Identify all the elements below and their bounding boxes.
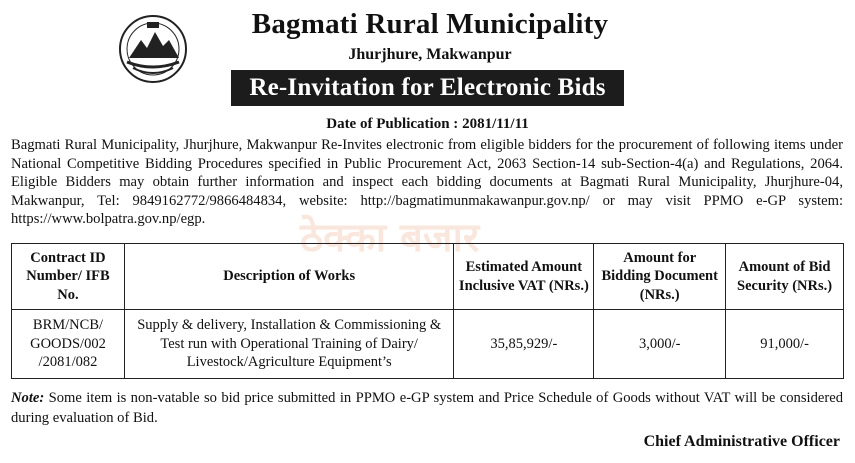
cell-bid-security: 91,000/- [726, 310, 844, 379]
org-name: Bagmati Rural Municipality [251, 8, 609, 40]
header-description: Description of Works [124, 244, 454, 310]
publication-label: Date of Publication : [326, 116, 463, 132]
cell-document-fee: 3,000/- [594, 310, 726, 379]
signoff: Chief Administrative Officer [643, 433, 840, 450]
notice-title: Re-Invitation for Electronic Bids [231, 70, 624, 106]
bid-table [11, 243, 844, 379]
header-contract-id: Contract ID Number/ IFB No. [12, 244, 125, 310]
header-estimated-amount: Estimated Amount Inclusive VAT (NRs.) [454, 244, 594, 310]
table-row [12, 310, 844, 379]
note-label: Note: [11, 390, 45, 406]
watermark: ठेक्का बजार [300, 215, 480, 261]
cell-contract-id: BRM/NCB/ GOODS/002 /2081/082 [12, 310, 125, 379]
cell-description: Supply & delivery, Installation & Commissioning & Test run with Operational Training of Dairy/ Livestock/Agriculture Equipment’s [124, 310, 454, 379]
note-text: Some item is non-vatable so bid price submitted in PPMO e-GP system and Price Schedule of Goods without VAT will be considered during evaluation of Bid. [11, 390, 843, 426]
invitation-body: Bagmati Rural Municipality, Jhurjhure, Makwanpur Re-Invites electronic from eligible bidders for the procurement of following items under National Competitive Bidding Procedures specified in Public Procurement Act, 2063 Section-14 sub-Section-4(a) and Regulations, 2064. Eligible Bidders may obtain further information and inspect each bidding documents at Bagmati Rural Municipality, Jhurjhure-04, Makwanpur, Tel: 9849162772/9866484834, website: http://bagmatimunmakawanpur.gov.np/ or may visit PPMO e-GP system: https://www.bolpatra.gov.np/egp. [11, 137, 843, 228]
emblem-icon [117, 14, 189, 84]
header-document-fee: Amount for Bidding Document (NRs.) [594, 244, 726, 310]
publication-date-value: 2081/11/11 [462, 116, 529, 132]
header-bid-security: Amount of Bid Security (NRs.) [726, 244, 844, 310]
note [11, 388, 843, 428]
org-address: Jhurjhure, Makwanpur [348, 46, 512, 63]
table-header-row [12, 244, 844, 310]
cell-estimated-amount: 35,85,929/- [454, 310, 594, 379]
municipality-emblem [117, 14, 189, 84]
publication-date [0, 116, 855, 133]
